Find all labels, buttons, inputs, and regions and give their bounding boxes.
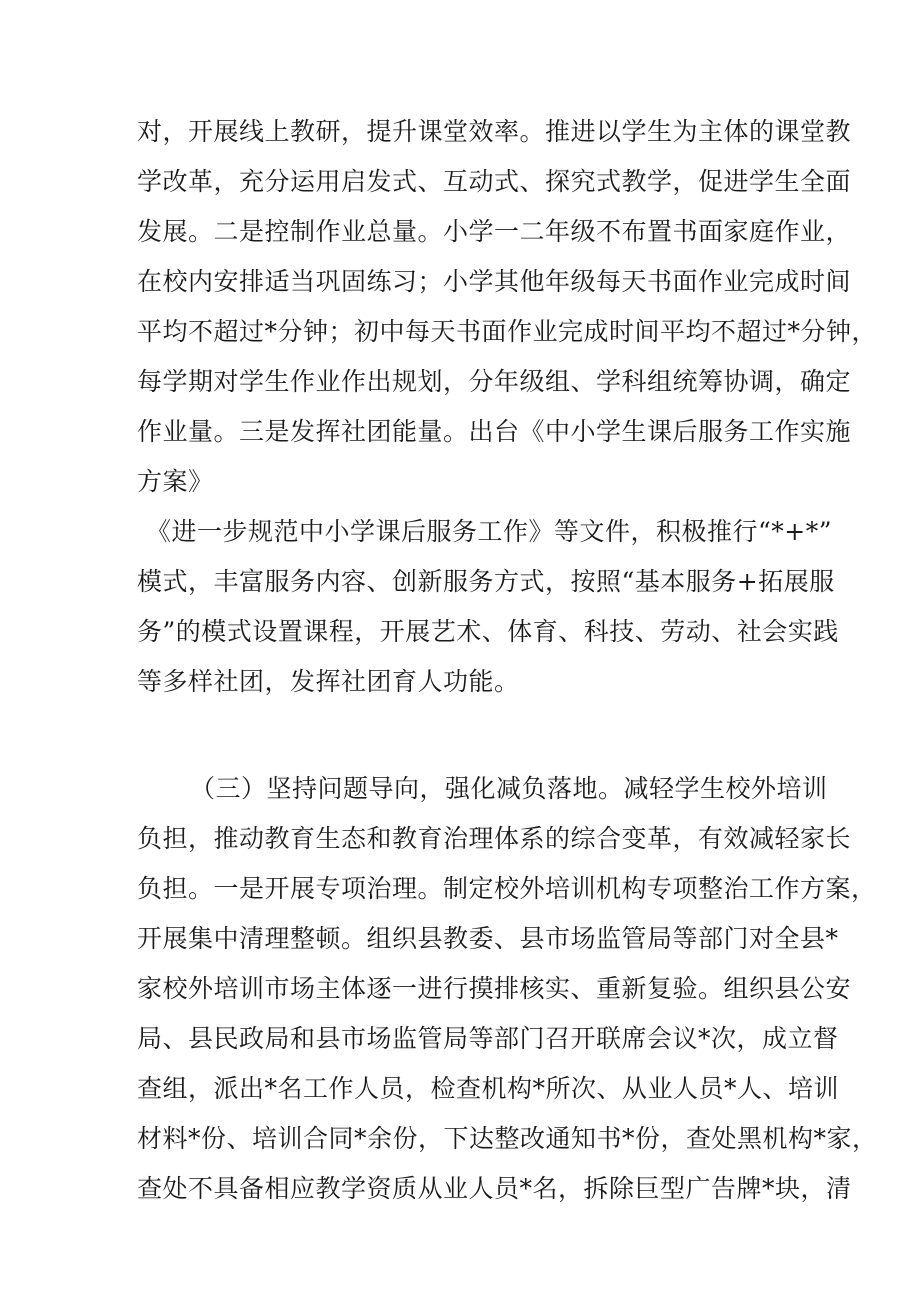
paragraph-3-line-4: 开展集中清理整顿。组织县教委、县市场监管局等部门对全县*	[137, 924, 839, 953]
paragraph-1-line-1: 对，开展线上教研，提升课堂效率。推进以学生为主体的课堂教	[137, 117, 852, 146]
paragraph-3-line-9: 查处不具备相应教学资质从业人员*名，拆除巨型广告牌*块，清	[137, 1174, 852, 1203]
paragraph-1-line-7: 作业量。三是发挥社团能量。出台《中小学生课后服务工作实施	[137, 417, 852, 446]
paragraph-3-line-8: 材料*份、培训合同*余份，下达整改通知书*份，查处黑机构*家，	[137, 1124, 878, 1153]
paragraph-2-line-4: 等多样社团，发挥社团育人功能。	[137, 667, 520, 696]
paragraph-3-line-6: 局、县民政局和县市场监管局等部门召开联席会议*次，成立督	[137, 1024, 839, 1053]
paragraph-3-line-3: 负担。一是开展专项治理。制定校外培训机构专项整治工作方案，	[137, 874, 877, 903]
paragraph-2-line-2: 模式，丰富服务内容、创新服务方式，按照“基本服务+拓展服	[137, 567, 835, 596]
paragraph-1-line-8: 方案》	[137, 467, 214, 496]
paragraph-2-line-3: 务”的模式设置课程，开展艺术、体育、科技、劳动、社会实践	[137, 617, 839, 646]
paragraph-2-line-1: 《进一步规范中小学课后服务工作》等文件，积极推行“*+*”	[146, 517, 833, 546]
paragraph-1-line-6: 每学期对学生作业作出规划，分年级组、学科组统筹协调，确定	[137, 367, 852, 396]
paragraph-1-line-3: 发展。二是控制作业总量。小学一二年级不布置书面家庭作业，	[137, 217, 852, 246]
paragraph-3-line-7: 查组，派出*名工作人员，检查机构*所次、从业人员*人、培训	[137, 1074, 840, 1103]
paragraph-1-line-2: 学改革，充分运用启发式、互动式、探究式教学，促进学生全面	[137, 167, 852, 196]
paragraph-1-line-4: 在校内安排适当巩固练习；小学其他年级每天书面作业完成时间	[137, 267, 852, 296]
paragraph-3-line-2: 负担，推动教育生态和教育治理体系的综合变革，有效减轻家长	[137, 824, 852, 853]
paragraph-3-line-1: （三）坚持问题导向，强化减负落地。减轻学生校外培训	[190, 774, 828, 803]
paragraph-1-line-5: 平均不超过*分钟；初中每天书面作业完成时间平均不超过*分钟，	[137, 317, 878, 346]
paragraph-3-line-5: 家校外培训市场主体逐一进行摸排核实、重新复验。组织县公安	[137, 974, 852, 1003]
